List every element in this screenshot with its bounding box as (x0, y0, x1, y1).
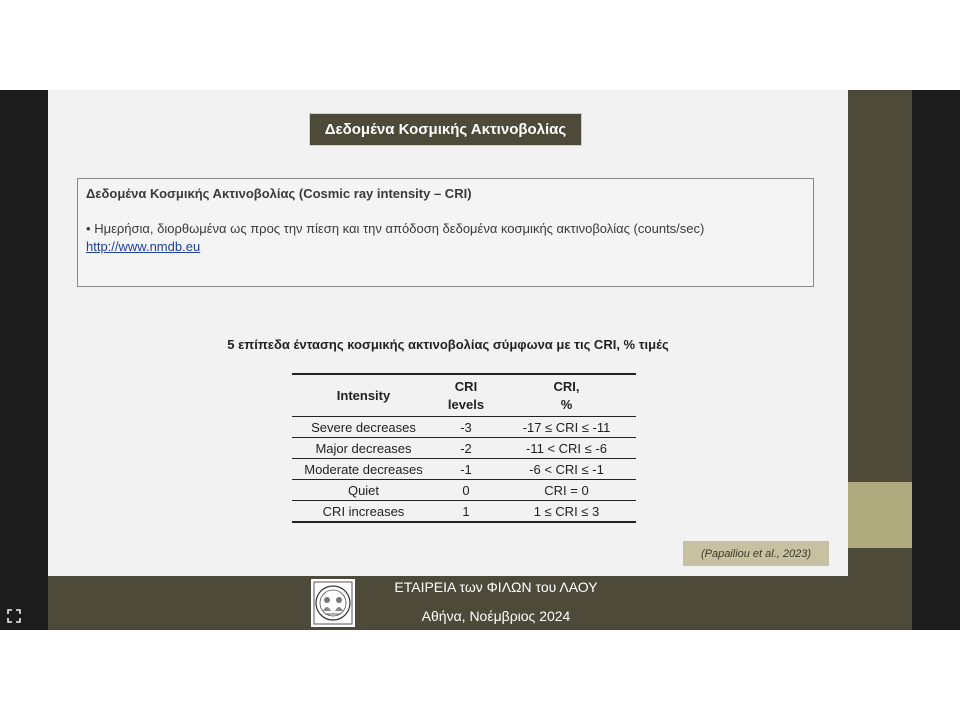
cell-level: -1 (435, 459, 497, 480)
footer-organization: ΕΤΑΙΡΕΙΑ των ΦΙΛΩΝ του ΛΑΟΥ (394, 579, 598, 595)
slide-title: Δεδομένα Κοσμικής Ακτινοβολίας (309, 113, 582, 146)
table-row (292, 501, 636, 523)
info-bullet (86, 220, 805, 238)
cell-intensity: Quiet (292, 480, 435, 501)
cell-range: -11 < CRI ≤ -6 (497, 438, 636, 459)
cell-range: -6 < CRI ≤ -1 (497, 459, 636, 480)
cell-intensity: CRI increases (292, 501, 435, 523)
cell-range: CRI = 0 (497, 480, 636, 501)
table-row (292, 480, 636, 501)
header-cri-levels (435, 374, 497, 417)
header-cri-percent-line1: CRI, (553, 378, 580, 394)
cell-level: -2 (435, 438, 497, 459)
expand-icon-graphic (7, 609, 21, 623)
slide-content-area (48, 90, 848, 576)
header-cri-percent-line2: % (560, 396, 573, 412)
cell-intensity: Major decreases (292, 438, 435, 459)
viewer-frame-right (912, 90, 960, 630)
info-bullet-text: Ημερήσια, διορθωμένα ως προς την πίεση και την απόδοση δεδομένα κοσμικής ακτινοβολίας (counts/sec) (94, 221, 705, 236)
presentation-viewer (0, 90, 960, 630)
info-box (77, 178, 814, 287)
cell-level: -3 (435, 417, 497, 438)
decorative-accent-block (848, 482, 912, 548)
cell-range: -17 ≤ CRI ≤ -11 (497, 417, 636, 438)
table-title: 5 επίπεδα έντασης κοσμικής ακτινοβολίας σύμφωνα με τις CRI, % τιμές (227, 337, 669, 352)
header-intensity: Intensity (292, 374, 435, 417)
seal-logo-icon (311, 579, 355, 627)
header-cri-levels-line2: levels (447, 396, 485, 412)
info-heading: Δεδομένα Κοσμικής Ακτινοβολίας (Cosmic ray intensity – CRI) (86, 186, 472, 201)
table-row (292, 459, 636, 480)
citation-box: (Papailiou et al., 2023) (683, 541, 829, 566)
viewer-frame-left (0, 90, 48, 630)
seal-logo-graphic (313, 581, 353, 625)
expand-icon[interactable] (7, 609, 21, 623)
cell-range: 1 ≤ CRI ≤ 3 (497, 501, 636, 523)
cell-intensity: Moderate decreases (292, 459, 435, 480)
header-cri-levels-line1: CRI (454, 378, 478, 394)
slide (48, 90, 912, 630)
footer-location-date: Αθήνα, Νοέμβριος 2024 (421, 608, 571, 624)
table-row (292, 417, 636, 438)
cri-levels-table (292, 373, 636, 523)
bullet-icon: • (86, 221, 91, 236)
nmdb-link[interactable]: http://www.nmdb.eu (86, 239, 201, 254)
cell-intensity: Severe decreases (292, 417, 435, 438)
table-row (292, 438, 636, 459)
cell-level: 0 (435, 480, 497, 501)
table-header-row (292, 374, 636, 417)
header-cri-percent (497, 374, 636, 417)
cell-level: 1 (435, 501, 497, 523)
